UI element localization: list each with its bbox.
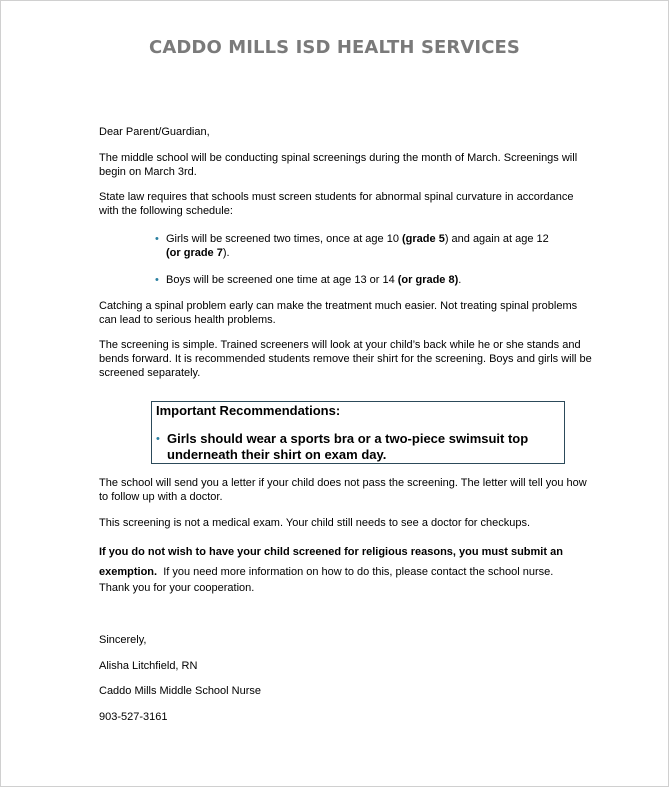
exemption-text: If you need more information on how to do this, please contact the school nurse.: [157, 566, 554, 578]
signature-phone: 903-527-3161: [99, 711, 168, 723]
bullet-dot-icon: •: [155, 233, 159, 245]
paragraph-not-medical-exam: This screening is not a medical exam. Your child still needs to see a doctor for checkups.: [99, 517, 531, 529]
recommendation-line: Girls should wear a sports bra or a two-piece swimsuit top: [167, 431, 529, 446]
bullet-bold: (or grade 8): [397, 274, 459, 286]
bullet-text: Boys will be screened one time at age 13 or 14: [166, 274, 398, 286]
bullet-girls: [155, 232, 555, 260]
paragraph-line: The middle school will be conducting spinal screenings during the month of March. Screenings will: [99, 152, 578, 164]
exemption-bold: exemption.: [99, 566, 158, 578]
greeting: Dear Parent/Guardian,: [99, 126, 210, 138]
exemption-bold: If you do not wish to have your child screened for religious reasons, you must submit an: [99, 546, 563, 558]
paragraph-line: can lead to serious health problems.: [99, 314, 276, 326]
paragraph-line: begin on March 3rd.: [99, 166, 197, 178]
page-title: CADDO MILLS ISD HEALTH SERVICES: [149, 37, 520, 58]
paragraph-state-law: [99, 190, 594, 218]
paragraph-line: to follow up with a doctor.: [99, 491, 223, 503]
paragraph-line: Catching a spinal problem early can make the treatment much easier. Not treating spinal problems: [99, 300, 578, 312]
bullet-bold: (or grade 7: [166, 247, 223, 259]
list-item: [155, 232, 555, 260]
paragraph-screening-process: [99, 338, 594, 380]
paragraph-exemption: [99, 542, 594, 582]
paragraph-line: with the following schedule:: [99, 205, 233, 217]
bullet-dot-icon: •: [156, 433, 160, 445]
bullet-text: Girls will be screened two times, once at age 10: [166, 233, 403, 245]
paragraph-early-detection: [99, 299, 594, 327]
bullet-text: .: [458, 274, 462, 286]
bullet-dot-icon: •: [155, 274, 159, 286]
list-item: [155, 273, 555, 287]
bullet-text: ).: [222, 247, 230, 259]
paragraph-line: The screening is simple. Trained screeners will look at your child’s back while he or she stands and: [99, 339, 581, 351]
paragraph-line: [99, 542, 594, 562]
signature-closing: Sincerely,: [99, 634, 147, 646]
recommendations-title: Important Recommendations:: [156, 403, 341, 418]
bullet-boys: [155, 273, 555, 287]
recommendation-item: [156, 431, 567, 463]
paragraph-schedule-intro: [99, 151, 594, 179]
paragraph-line: State law requires that schools must screen students for abnormal spinal curvature in accordance: [99, 191, 574, 203]
signature-role: Caddo Mills Middle School Nurse: [99, 685, 262, 697]
signature-name: Alisha Litchfield, RN: [99, 660, 198, 672]
paragraph-line: [99, 562, 594, 582]
paragraph-line: The school will send you a letter if your child does not pass the screening. The letter will tell you how: [99, 477, 587, 489]
paragraph-line: bends forward. It is recommended students remove their shirt for the screening. Boys and girls will be: [99, 353, 592, 365]
bullet-bold: (grade 5: [402, 233, 445, 245]
bullet-text: ) and again at age 12: [444, 233, 549, 245]
recommendation-line: underneath their shirt on exam day.: [167, 447, 387, 462]
recommendations-box: [151, 401, 565, 464]
thanks-line: Thank you for your cooperation.: [99, 582, 255, 594]
paragraph-line: screened separately.: [99, 367, 201, 379]
paragraph-follow-up: [99, 476, 594, 504]
